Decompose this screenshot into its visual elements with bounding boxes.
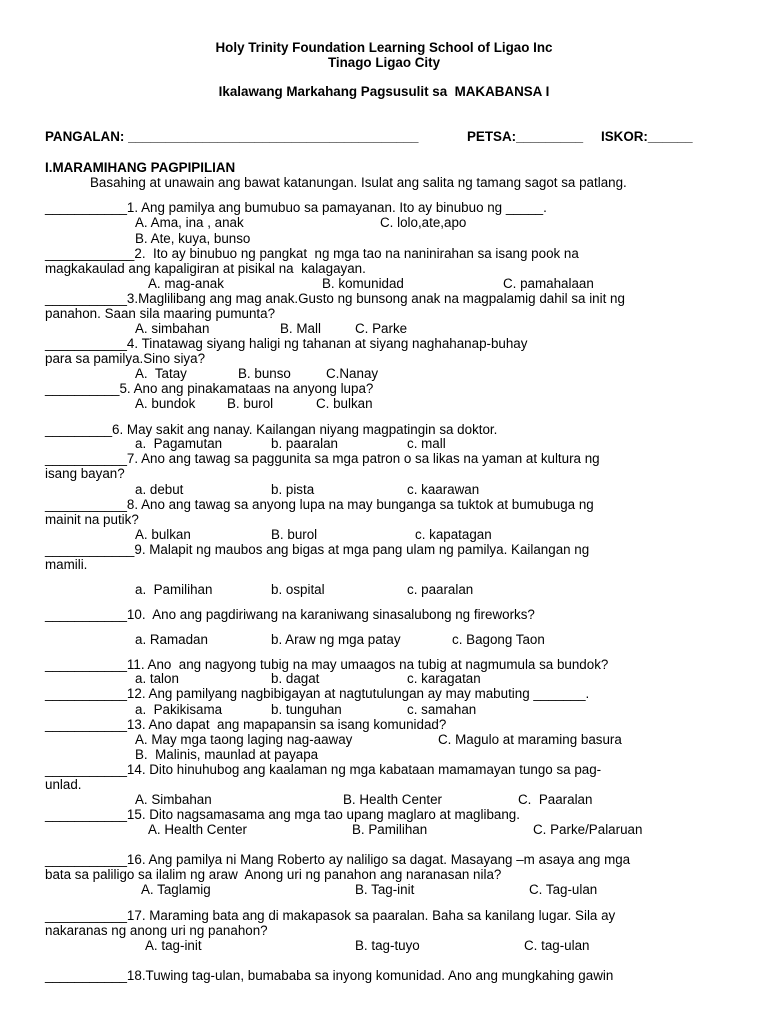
- section-title: I.MARAMIHANG PAGPIPILIAN: [45, 160, 236, 175]
- choice-13c: C. Magulo at maraming basura: [438, 732, 622, 747]
- choice-17c: C. tag-ulan: [524, 938, 590, 953]
- choice-4a: A. Tatay: [135, 366, 187, 381]
- choice-7b: b. pista: [271, 482, 315, 497]
- choice-6c: c. mall: [407, 436, 446, 451]
- question-1: ___________1. Ang pamilya ang bumubuo sa pamayanan. Ito ay binubuo ng _____.: [45, 200, 547, 215]
- question-13: ___________13. Ano dapat ang mapapansin sa isang komunidad?: [45, 717, 447, 732]
- choice-13a: A. May mga taong laging nag-aaway: [135, 732, 353, 747]
- choice-12a: a. Pakikisama: [135, 702, 223, 717]
- choice-15b: B. Pamilihan: [352, 822, 428, 837]
- choice-5b: B. burol: [227, 396, 274, 411]
- question-4-cont: para sa pamilya.Sino siya?: [45, 351, 206, 366]
- choice-4b: B. bunso: [238, 366, 291, 381]
- question-8: ___________8. Ano ang tawag sa anyong lupa na may bunganga sa tuktok at bumubuga ng: [45, 497, 594, 512]
- choice-7a: a. debut: [135, 482, 184, 497]
- choice-9a: a. Pamilihan: [135, 582, 213, 597]
- choice-12b: b. tunguhan: [271, 702, 342, 717]
- question-18: ___________18.Tuwing tag-ulan, bumababa sa inyong komunidad. Ano ang mungkahing gawin: [45, 968, 614, 983]
- choice-1a: A. Ama, ina , anak: [135, 215, 244, 230]
- choice-5c: C. bulkan: [316, 396, 373, 411]
- choice-9c: c. paaralan: [407, 582, 474, 597]
- question-3: ___________3.Maglilibang ang mag anak.Gusto ng bunsong anak na magpalamig dahil sa init ng: [45, 291, 625, 306]
- choice-9b: b. ospital: [271, 582, 325, 597]
- section-instructions: Basahing at unawain ang bawat katanungan. Isulat ang salita ng tamang sagot sa patlang.: [90, 175, 627, 190]
- choice-8c: c. kapatagan: [415, 527, 492, 542]
- score-field: ISKOR:______: [601, 129, 693, 144]
- choice-8a: A. bulkan: [135, 527, 191, 542]
- choice-17b: B. tag-tuyo: [355, 938, 420, 953]
- question-7: ___________7. Ano ang tawag sa paggunita sa mga patron o sa likas na yaman at kultura ng: [45, 451, 600, 466]
- choice-11b: b. dagat: [271, 671, 320, 686]
- question-2-cont: magkakaulad ang kapaligiran at pisikal na kalagayan.: [45, 261, 366, 276]
- choice-1b: B. Ate, kuya, bunso: [135, 231, 251, 246]
- question-12: ___________12. Ang pamilyang nagbibigayan at nagtutulungan ay may mabuting _______.: [45, 686, 590, 701]
- question-15: ___________15. Dito nagsamasama ang mga tao upang maglaro at maglibang.: [45, 807, 520, 822]
- choice-12c: c. samahan: [407, 702, 477, 717]
- question-16-cont: bata sa paliligo sa ilalim ng araw Anong uri ng panahon ang naranasan nila?: [45, 867, 502, 882]
- school-name: Holy Trinity Foundation Learning School of Ligao Inc: [215, 40, 553, 55]
- question-3-cont: panahon. Saan sila maaring pumunta?: [45, 306, 276, 321]
- exam-title: Ikalawang Markahang Pagsusulit sa MAKABANSA I: [218, 84, 550, 99]
- question-7-cont: isang bayan?: [45, 466, 125, 481]
- question-11: ___________11. Ano ang nagyong tubig na may umaagos na tubig at nagmumula sa bundok?: [45, 657, 609, 672]
- choice-14b: B. Health Center: [343, 792, 442, 807]
- question-16: ___________16. Ang pamilya ni Mang Roberto ay naliligo sa dagat. Masayang –m asaya ang mga: [45, 852, 631, 867]
- choice-11a: a. talon: [135, 671, 179, 686]
- name-field: PANGALAN: _______________________________________: [45, 129, 419, 144]
- question-5: __________5. Ano ang pinakamataas na anyong lupa?: [45, 381, 374, 396]
- choice-14c: C. Paaralan: [518, 792, 593, 807]
- choice-6b: b. paaralan: [271, 436, 339, 451]
- choice-10c: c. Bagong Taon: [452, 632, 545, 647]
- choice-3b: B. Mall: [280, 321, 321, 336]
- question-14: ___________14. Dito hinuhubog ang kaalaman ng mga kabataan mamamayan tungo sa pag-: [45, 762, 602, 777]
- question-17-cont: nakaranas ng anong uri ng panahon?: [45, 923, 268, 938]
- choice-4c: C.Nanay: [326, 366, 379, 381]
- choice-6a: a. Pagamutan: [135, 436, 223, 451]
- question-10: ___________10. Ano ang pagdiriwang na karaniwang sinasalubong ng fireworks?: [45, 607, 535, 622]
- question-6: _________6. May sakit ang nanay. Kailangan niyang magpatingin sa doktor.: [45, 422, 498, 437]
- choice-15a: A. Health Center: [148, 822, 247, 837]
- choice-14a: A. Simbahan: [135, 792, 212, 807]
- choice-10b: b. Araw ng mga patay: [271, 632, 401, 647]
- question-17: ___________17. Maraming bata ang di makapasok sa paaralan. Baha sa kanilang lugar. Sila ay: [45, 908, 616, 923]
- choice-16c: C. Tag-ulan: [529, 882, 598, 897]
- choice-10a: a. Ramadan: [135, 632, 208, 647]
- school-address: Tinago Ligao City: [327, 55, 441, 70]
- choice-8b: B. burol: [271, 527, 318, 542]
- choice-3c: C. Parke: [355, 321, 408, 336]
- choice-16b: B. Tag-init: [355, 882, 415, 897]
- choice-2a: A. mag-anak: [148, 276, 224, 291]
- choice-5a: A. bundok: [135, 396, 196, 411]
- choice-2b: B. komunidad: [322, 276, 404, 291]
- choice-17a: A. tag-init: [145, 938, 202, 953]
- choice-7c: c. kaarawan: [407, 482, 480, 497]
- choice-3a: A. simbahan: [135, 321, 210, 336]
- choice-16a: A. Taglamig: [141, 882, 211, 897]
- choice-11c: c. karagatan: [407, 671, 481, 686]
- question-8-cont: mainit na putik?: [45, 512, 139, 527]
- question-9-cont: mamili.: [45, 557, 88, 572]
- choice-13b: B. Malinis, maunlad at payapa: [135, 747, 319, 762]
- choice-1c: C. lolo,ate,apo: [380, 215, 467, 230]
- question-14-cont: unlad.: [45, 777, 82, 792]
- question-4: ___________4. Tinatawag siyang haligi ng tahanan at siyang naghahanap-buhay: [45, 336, 528, 351]
- date-field: PETSA:_________: [467, 129, 584, 144]
- question-9: ____________9. Malapit ng maubos ang bigas at mga pang ulam ng pamilya. Kailangan ng: [45, 542, 590, 557]
- question-2: ____________2. Ito ay binubuo ng pangkat ng mga tao na naninirahan sa isang pook na: [45, 246, 579, 261]
- choice-2c: C. pamahalaan: [503, 276, 594, 291]
- choice-15c: C. Parke/Palaruan: [533, 822, 643, 837]
